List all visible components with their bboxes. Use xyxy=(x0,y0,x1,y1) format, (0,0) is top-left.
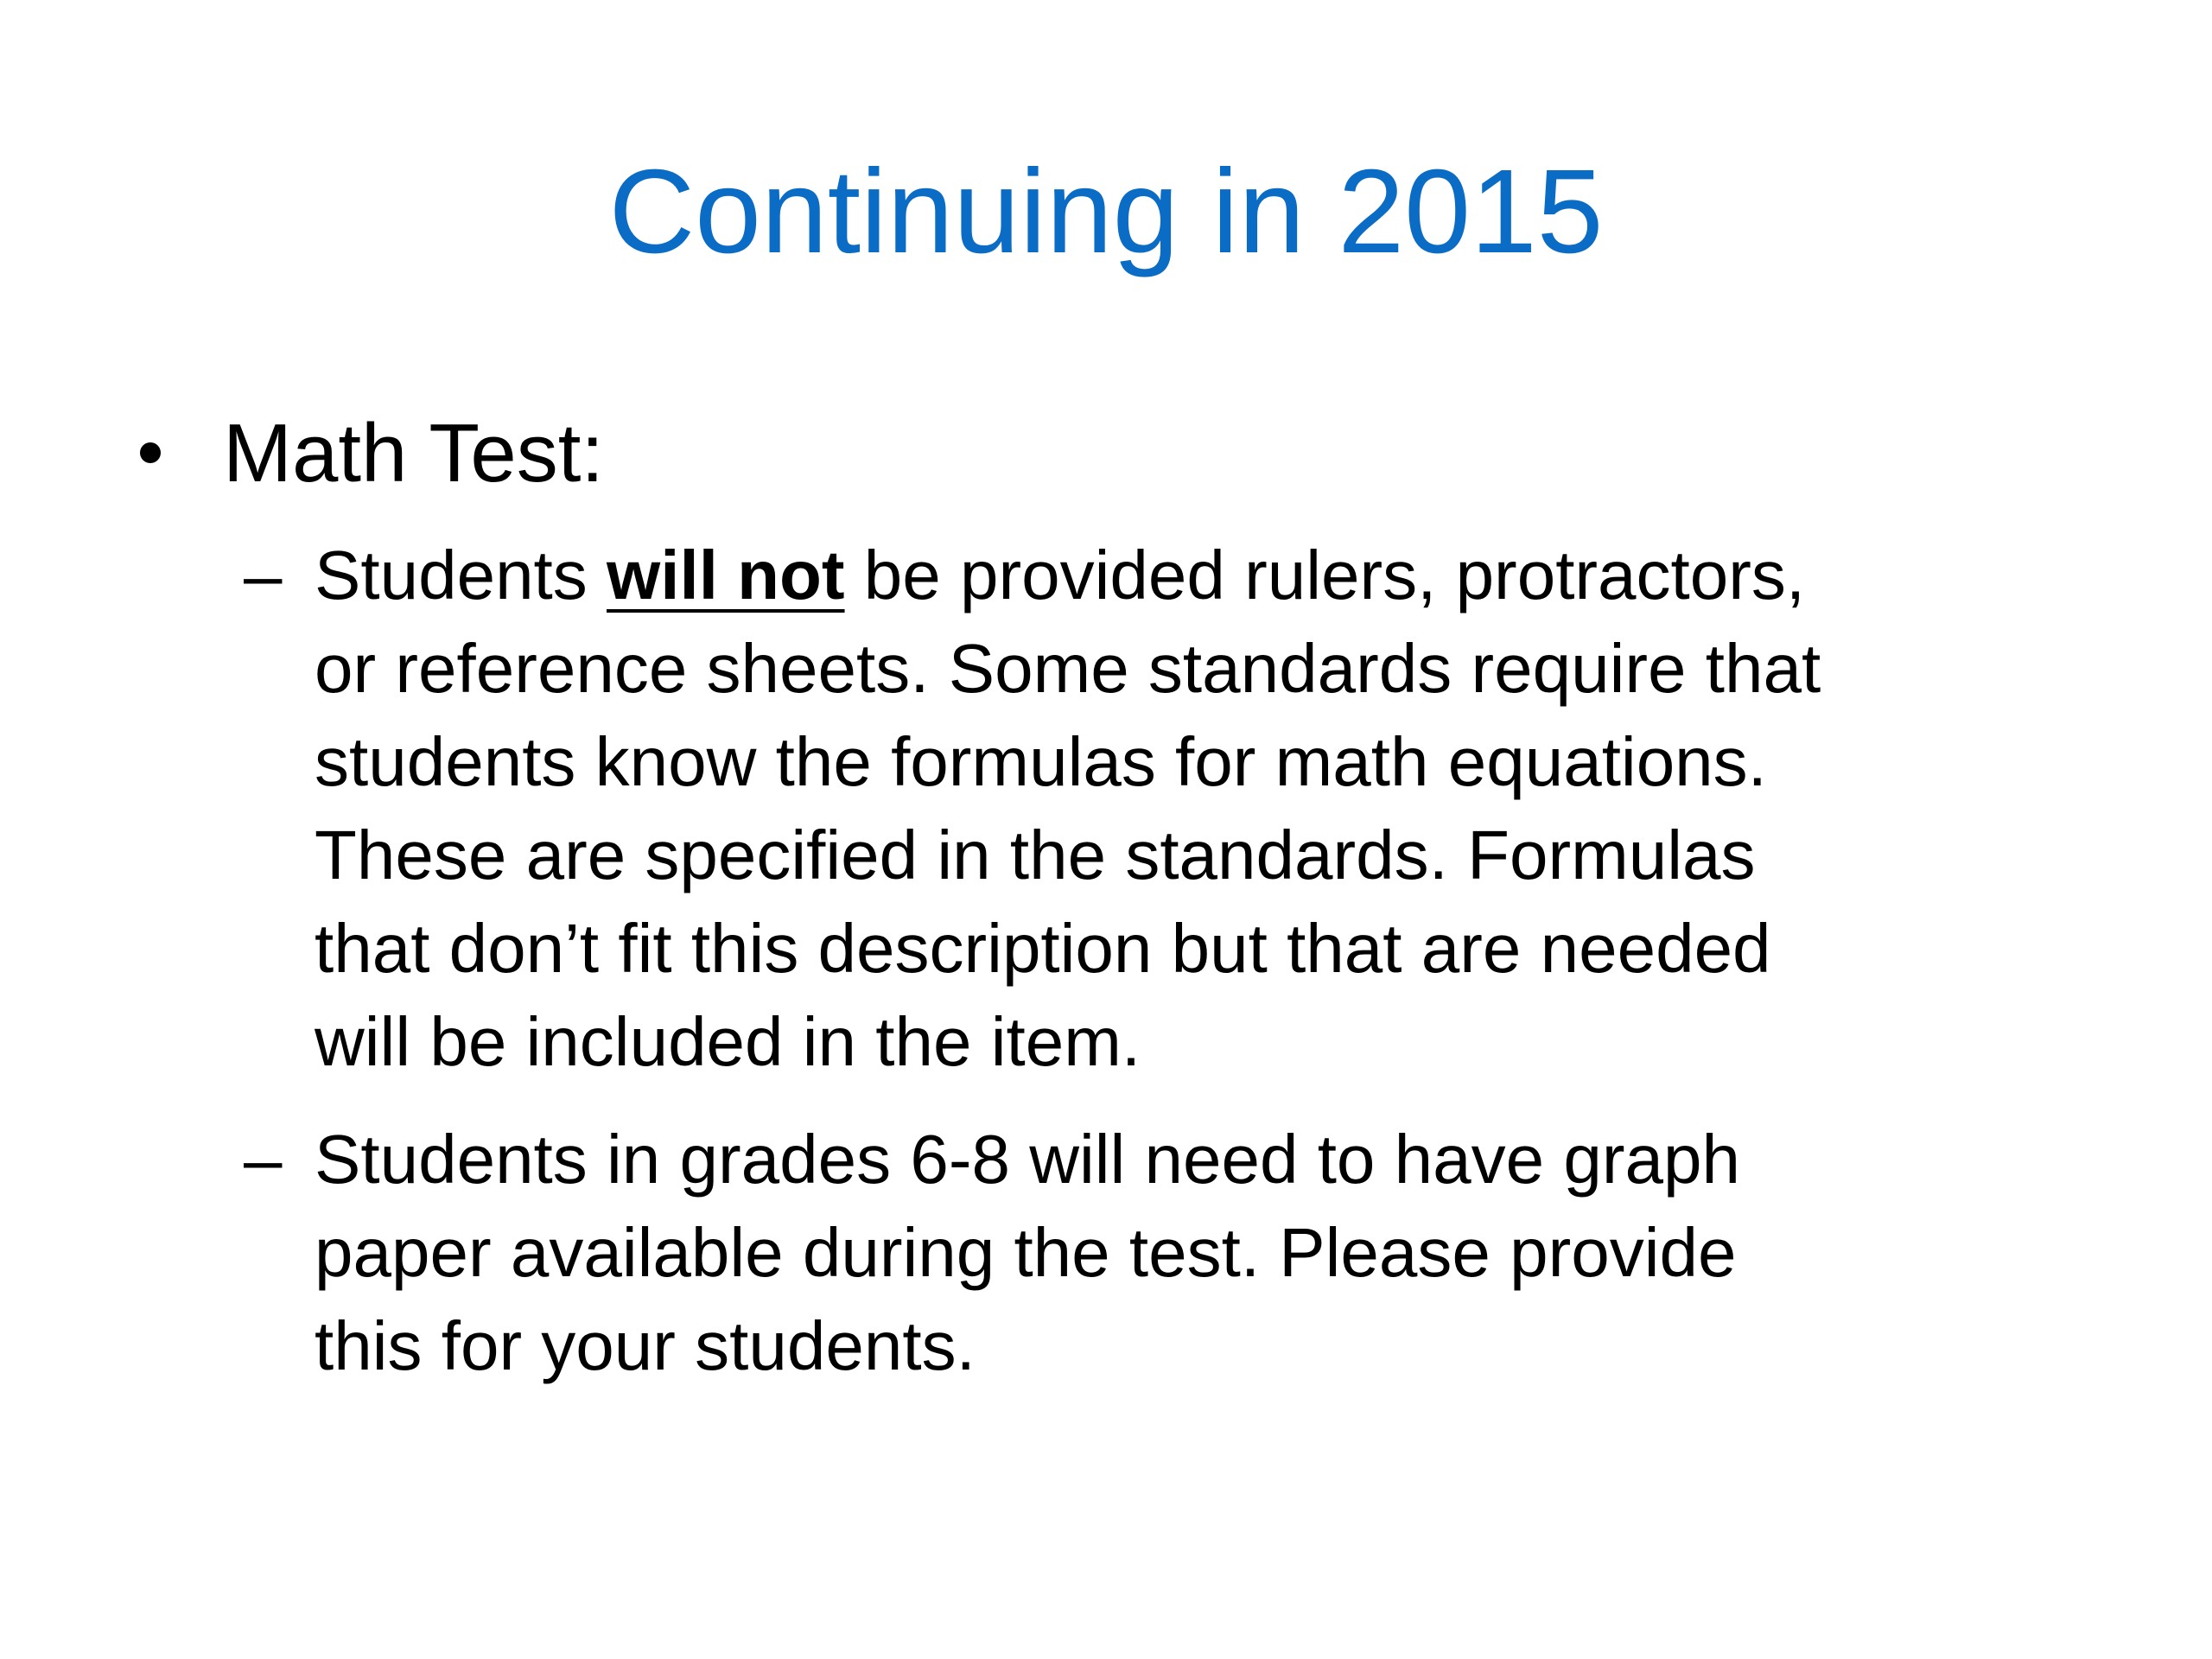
text-line: Students in grades 6-8 will need to have graph xyxy=(315,1121,1740,1198)
dash-marker: – xyxy=(244,1121,283,1198)
bullet-dot-icon xyxy=(140,442,161,463)
text-line: These are specified in the standards. Formulas xyxy=(315,817,1756,893)
sub-item-text xyxy=(315,1113,2084,1393)
text-line: students know the formulas for math equations. xyxy=(315,723,1767,800)
emphasis-will-not: will not xyxy=(607,537,845,613)
sub-item-materials xyxy=(244,529,2084,1089)
slide-title: Continuing in 2015 xyxy=(608,145,1604,278)
text-line: this for your students. xyxy=(315,1307,976,1384)
bullet-label: Math Test: xyxy=(223,407,605,499)
text-segment: Students xyxy=(315,537,607,613)
bullet-math-test xyxy=(128,406,604,501)
sub-item-graph-paper xyxy=(244,1113,2084,1393)
text-line: paper available during the test. Please provide xyxy=(315,1214,1737,1291)
sub-item-text xyxy=(315,529,2084,1089)
text-line: will be included in the item. xyxy=(315,1003,1141,1080)
dash-marker: – xyxy=(244,537,283,613)
text-line: that don’t fit this description but that are needed xyxy=(315,910,1771,987)
bullet-marker xyxy=(128,406,223,501)
text-segment: be provided rulers, protractors, xyxy=(844,537,1806,613)
text-line: or reference sheets. Some standards require that xyxy=(315,630,1821,707)
text-line xyxy=(315,529,2084,622)
